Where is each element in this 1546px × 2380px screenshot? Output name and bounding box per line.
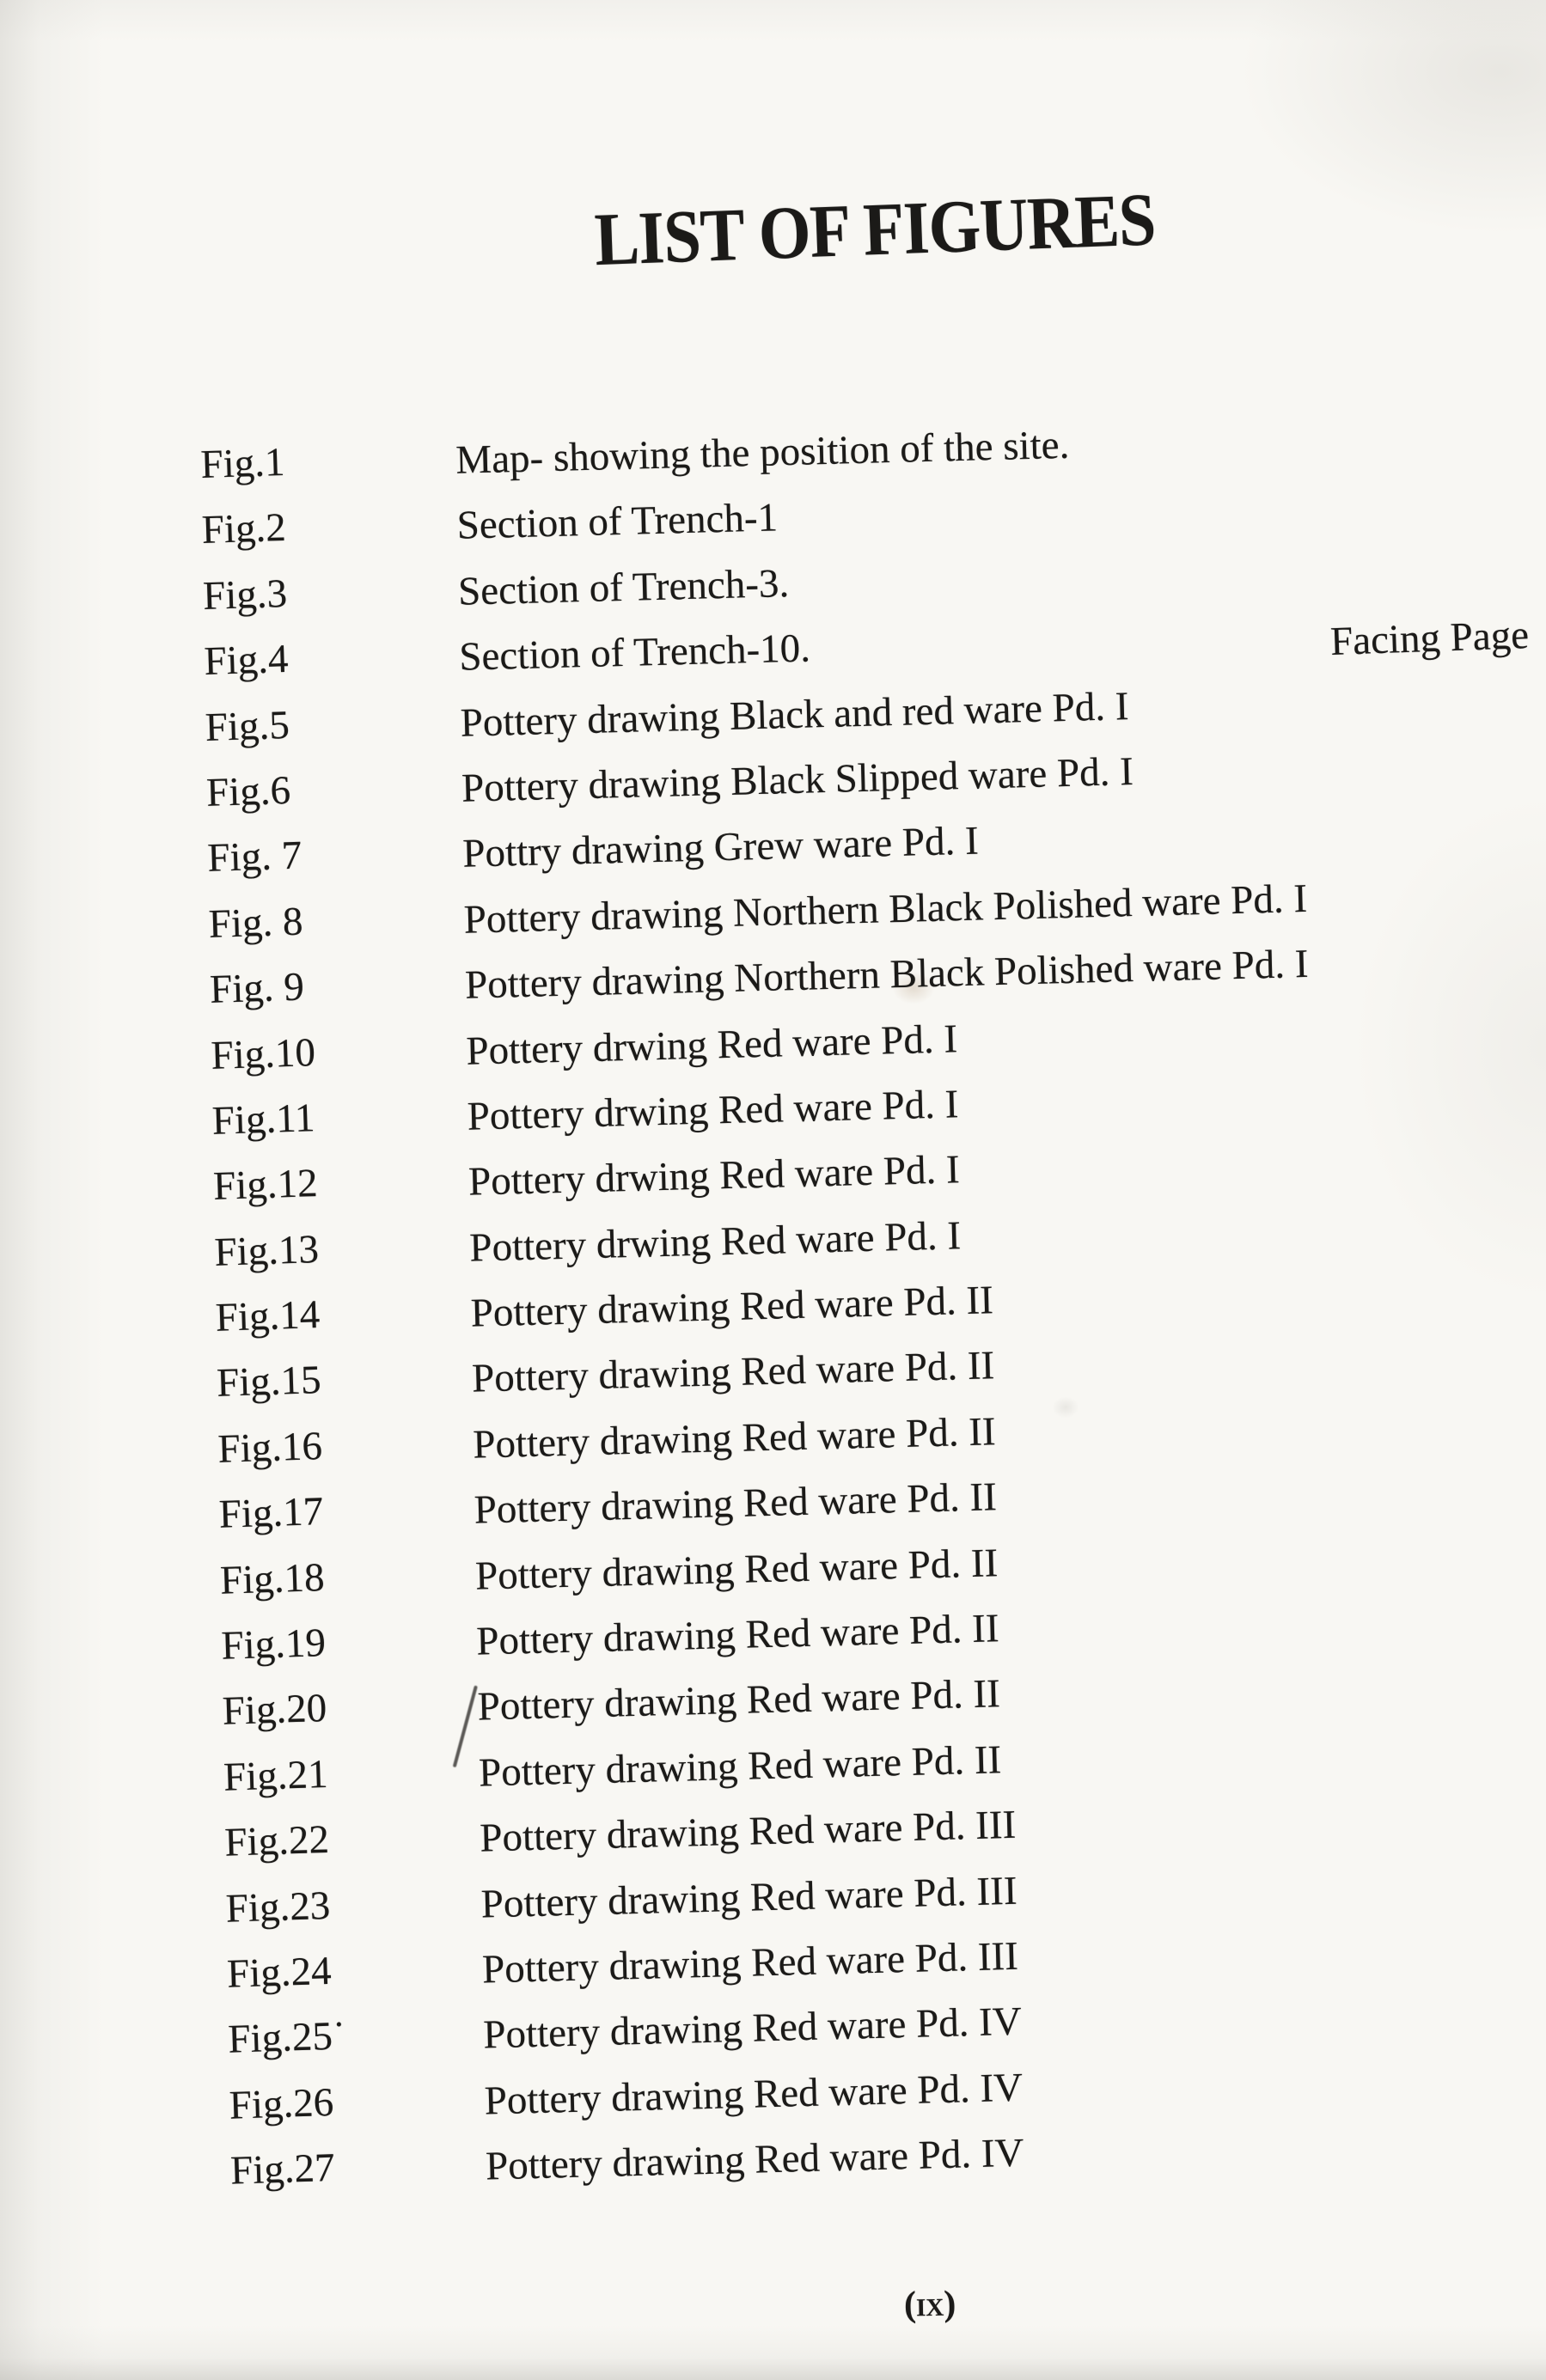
figure-label: Fig.19 [220, 1620, 327, 1669]
figure-label: Fig.10 [210, 1029, 316, 1078]
figure-label: Fig.25˙ [227, 2013, 347, 2063]
figure-caption: Pottery drawing Red ware Pd. IV [485, 2130, 1025, 2189]
figure-caption: Pottery drawing Red ware Pd. II [470, 1278, 994, 1336]
figure-caption: Pottery drawing Red ware Pd. II [475, 1606, 1000, 1664]
figure-caption: Pottery drawing Red ware Pd. III [479, 1802, 1017, 1861]
page-number: (ix) [903, 2284, 956, 2325]
figure-label: Fig.17 [217, 1489, 325, 1538]
figure-caption: Pottery drawing Red ware Pd. III [480, 1868, 1018, 1927]
figure-caption: Pottery drawing Red ware Pd. III [481, 1933, 1019, 1992]
facing-page-column-header: Facing Page [1329, 612, 1530, 665]
figure-caption: Pottery drwing Red ware Pd. I [467, 1082, 959, 1139]
figure-label: Fig.11 [211, 1095, 316, 1144]
figure-label: Fig.12 [212, 1161, 319, 1210]
figure-caption: Pottery drawing Black and red ware Pd. I [460, 683, 1130, 746]
page-title: LIST OF FIGURES [593, 176, 1157, 282]
figure-label: Fig.4 [203, 637, 290, 685]
figure-label: Fig.20 [221, 1686, 328, 1735]
figure-label: Fig. 7 [206, 833, 302, 882]
figure-label: Fig.16 [217, 1423, 323, 1472]
figure-label: Fig.23 [224, 1883, 332, 1931]
figure-list [200, 423, 1329, 2214]
figure-caption: Section of Trench-10. [458, 626, 811, 680]
figure-label: Fig.3 [202, 571, 288, 619]
figure-caption: Pottery drawing Red ware Pd. II [471, 1343, 995, 1402]
figure-label: Fig.2 [200, 505, 287, 553]
figure-label: Fig.15 [216, 1358, 322, 1407]
figure-label: Fig.22 [223, 1817, 330, 1865]
figure-caption: Section of Trench-3. [457, 560, 790, 614]
figure-caption: Pottery drwing Red ware Pd. I [467, 1147, 961, 1205]
figure-caption: Section of Trench-1 [456, 495, 779, 549]
figure-caption: Pottery drwing Red ware Pd. I [468, 1212, 962, 1271]
figure-caption: Pottery drawing Red ware Pd. II [474, 1540, 999, 1599]
figure-label: Fig. 9 [209, 964, 305, 1013]
figure-caption: Pottery drawing Red ware Pd. IV [484, 2065, 1024, 2124]
figure-caption: Pottry drawing Grew ware Pd. I [461, 818, 980, 877]
figure-label: Fig. 8 [207, 899, 304, 947]
figure-label: Fig.5 [204, 702, 290, 750]
figure-label: Fig.6 [205, 767, 291, 815]
figure-caption: Pottery drawing Red ware Pd. II [472, 1409, 997, 1468]
figure-caption: Pottery drawing Black Slipped ware Pd. I [461, 748, 1134, 811]
figure-caption: Pottery drawing Northern Black Polished ware Pd. I [463, 876, 1308, 943]
figure-label: Fig.27 [229, 2145, 336, 2194]
figure-label: Fig.24 [226, 1948, 333, 1997]
figure-label: Fig.18 [219, 1554, 326, 1603]
figure-label: Fig.14 [214, 1292, 321, 1340]
figure-label: Fig.26 [228, 2079, 335, 2128]
figure-caption: Pottery drwing Red ware Pd. I [465, 1016, 958, 1074]
figure-caption: Map- showing the position of the site. [455, 422, 1070, 483]
figure-label: Fig.13 [213, 1226, 320, 1275]
figure-caption: Pottery drawing Red ware Pd. II [477, 1671, 1001, 1730]
figure-caption: Pottery drawing Red ware Pd. II [474, 1474, 998, 1533]
figure-caption: Pottery drawing Red ware Pd. II [478, 1737, 1002, 1796]
figure-label: Fig.1 [199, 439, 286, 487]
figure-caption: Pottery drawing Northern Black Polished ware Pd. I [464, 942, 1310, 1008]
figure-caption: Pottery drawing Red ware Pd. IV [482, 1999, 1023, 2058]
figure-label: Fig.21 [223, 1751, 329, 1800]
